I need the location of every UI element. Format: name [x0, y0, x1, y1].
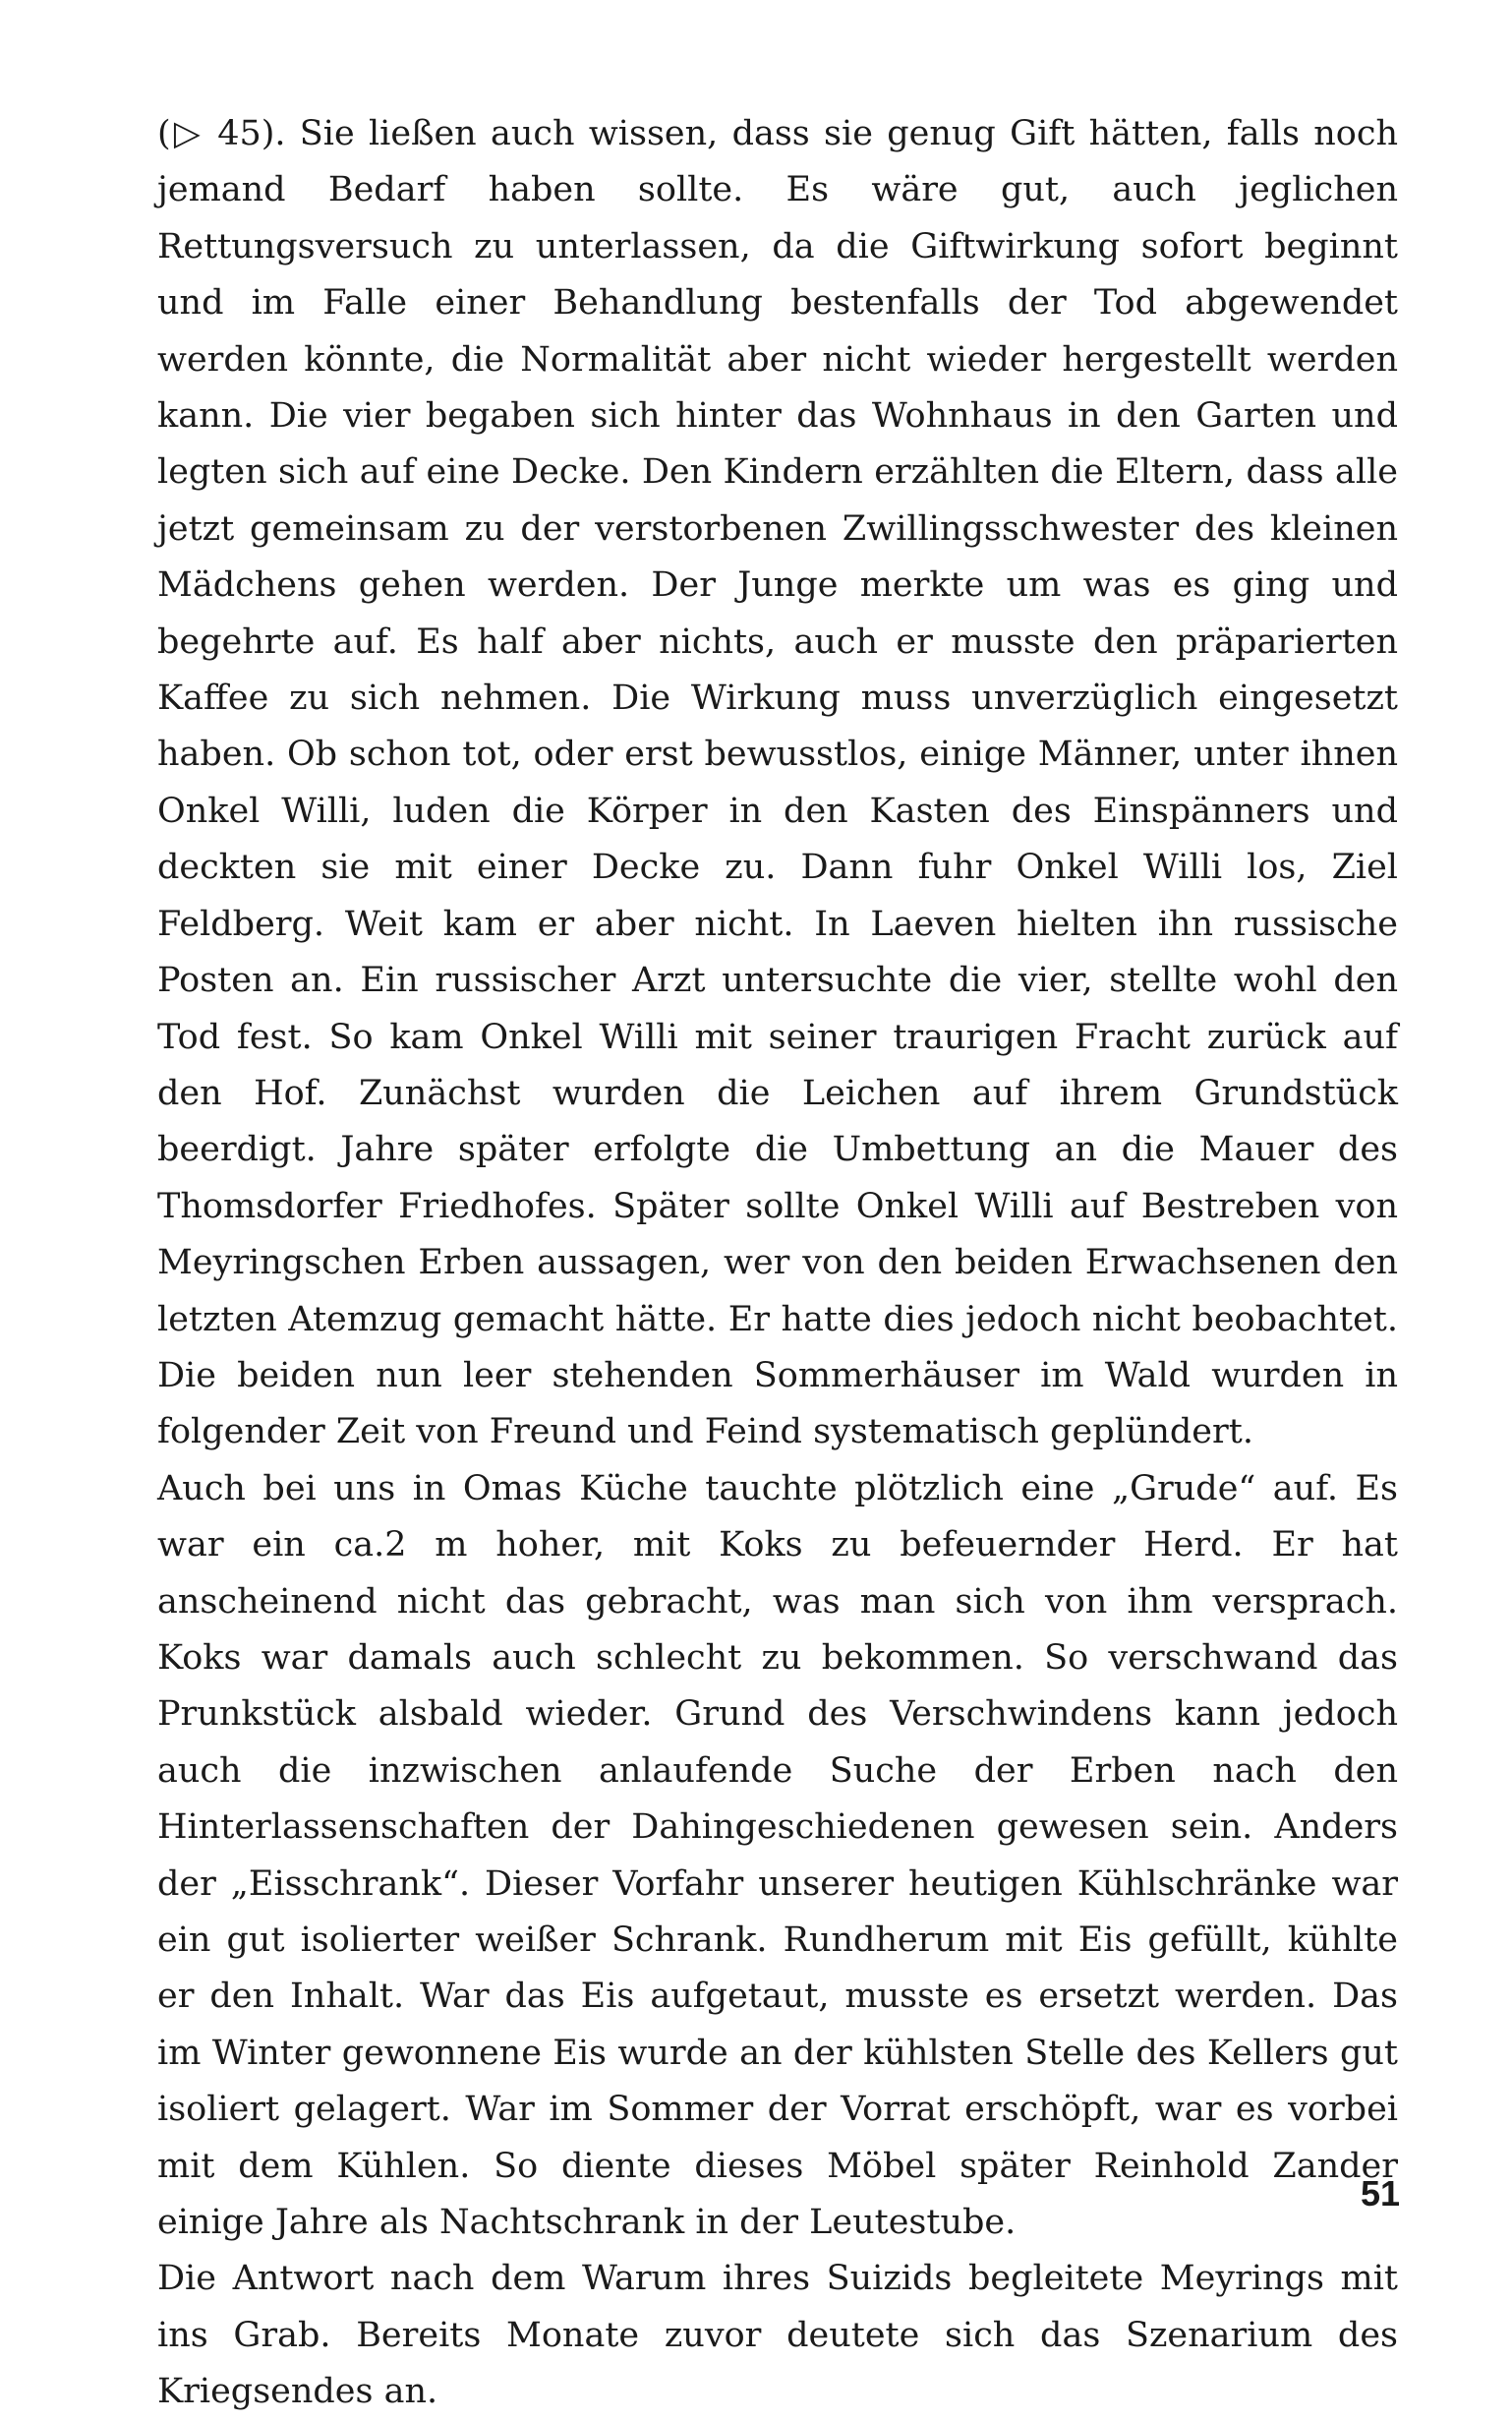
page-number: 51: [1360, 2173, 1400, 2214]
body-text: [157, 106, 1398, 2421]
paragraph-1: (▷ 45). Sie ließen auch wissen, dass sie genug Gift hätten, falls noch jemand Bedarf haben sollte. Es wäre gut, auch jeglichen Rettungsversuch zu unterlassen, da die Giftwirkung sofort beginnt und im Falle einer Behandlung bestenfalls der Tod abgewendet werden könnte, die Normalität aber nicht wieder hergestellt werden kann. Die vier begaben sich hinter das Wohnhaus in den Garten und legten sich auf eine Decke. Den Kindern erzählten die Eltern, dass alle jetzt gemeinsam zu der verstorbenen Zwillingsschwester des kleinen Mädchens gehen werden. Der Junge merkte um was es ging und begehrte auf. Es half aber nichts, auch er musste den präparierten Kaffee zu sich nehmen. Die Wirkung muss unverzüglich eingesetzt haben. Ob schon tot, oder erst bewusstlos, einige Männer, unter ihnen Onkel Willi, luden die Körper in den Kasten des Einspänners und deckten sie mit einer Decke zu. Dann fuhr Onkel Willi los, Ziel Feldberg. Weit kam er aber nicht. In Laeven hielten ihn russische Posten an. Ein russischer Arzt untersuchte die vier, stellte wohl den Tod fest. So kam Onkel Willi mit seiner traurigen Fracht zurück auf den Hof. Zunächst wurden die Leichen auf ihrem Grundstück beerdigt. Jahre später erfolgte die Umbettung an die Mauer des Thomsdorfer Friedhofes. Später sollte Onkel Willi auf Bestreben von Meyringschen Erben aussagen, wer von den beiden Erwachsenen den letzten Atemzug gemacht hätte. Er hatte dies jedoch nicht beobachtet. Die beiden nun leer stehenden Sommerhäuser im Wald wurden in folgender Zeit von Freund und Feind systematisch geplündert.: [157, 114, 1398, 1452]
paragraph-3: Die Antwort nach dem Warum ihres Suizids begleitete Meyrings mit ins Grab. Bereits Monate zuvor deutete sich das Szenarium des Kriegsendes an.: [157, 2259, 1398, 2412]
paragraph-2: Auch bei uns in Omas Küche tauchte plötzlich eine „Grude“ auf. Es war ein ca.2 m hoher, mit Koks zu befeuernder Herd. Er hat anscheinend nicht das gebracht, was man sich von ihm versprach. Koks war damals auch schlecht zu bekommen. So verschwand das Prunkstück alsbald wieder. Grund des Verschwindens kann jedoch auch die inzwischen anlaufende Suche der Erben nach den Hinterlassenschaften der Dahingeschiedenen gewesen sein. Anders der „Eisschrank“. Dieser Vorfahr unserer heutigen Kühlschränke war ein gut isolierter weißer Schrank. Rundherum mit Eis gefüllt, kühlte er den Inhalt. War das Eis aufgetaut, musste es ersetzt werden. Das im Winter gewonnene Eis wurde an der kühlsten Stelle des Kellers gut isoliert gelagert. War im Sommer der Vorrat erschöpft, war es vorbei mit dem Kühlen. So diente dieses Möbel später Reinhold Zander einige Jahre als Nachtschrank in der Leutestube.: [157, 1468, 1398, 2243]
